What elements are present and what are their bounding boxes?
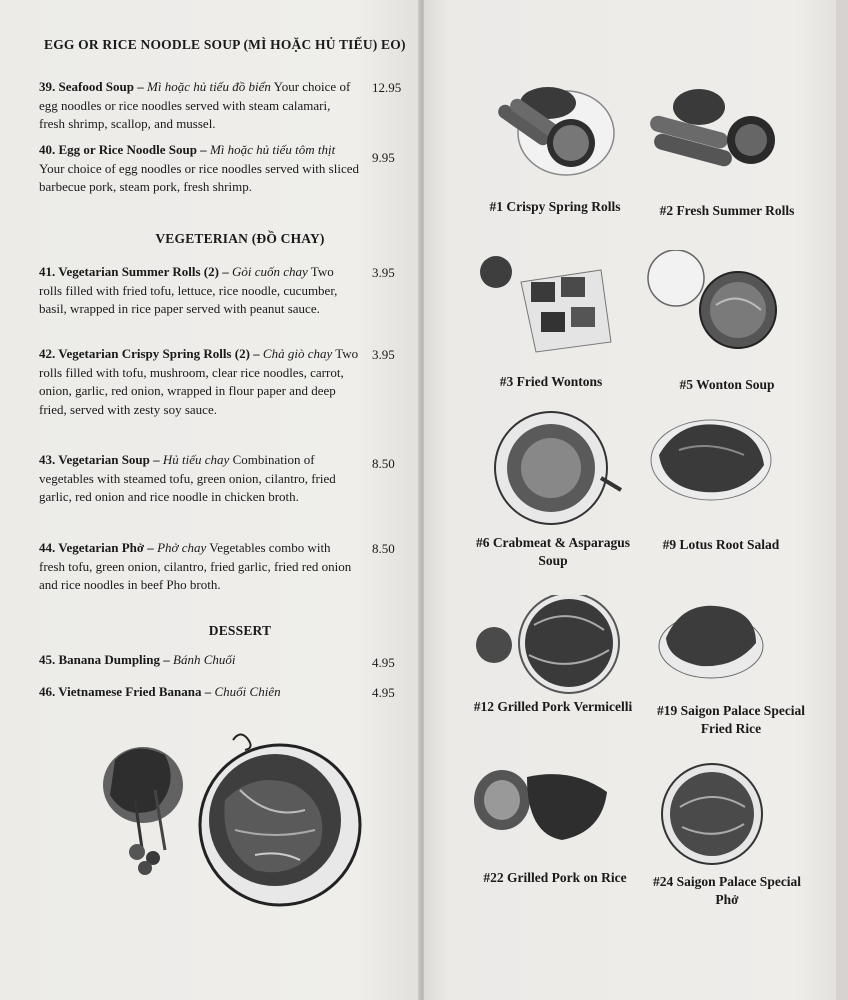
price-44: 8.50 — [372, 541, 395, 556]
caption-12: #12 Grilled Pork Vermicelli — [473, 699, 633, 714]
photo-special-fried-rice — [656, 598, 766, 683]
caption-19: #19 Saigon Palace Special Fried Rice — [656, 703, 806, 736]
caption-6: #6 Crabmeat & Asparagus Soup — [475, 535, 631, 568]
photo-grilled-pork-on-rice — [472, 762, 612, 847]
menu-item-46: 46. Vietnamese Fried Banana – Chuối Chiên — [39, 684, 281, 699]
heading-noodle-soup: EGG OR RICE NOODLE SOUP (MÌ HOẶC HỦ TIẾU) EO) — [44, 37, 406, 52]
price-46: 4.95 — [372, 685, 395, 700]
menu-page-left — [0, 0, 420, 1000]
heading-vegetarian: VEGETERIAN (ĐỒ CHAY) — [155, 231, 325, 246]
caption-1: #1 Crispy Spring Rolls — [489, 199, 621, 214]
menu-item-40: 40. Egg or Rice Noodle Soup – Mì hoặc hủ tiếu tôm thịt Your choice of egg noodles or rice noodles served with sliced barbecue pork, steam pork, fresh shrimp. — [39, 142, 359, 194]
menu-item-42: 42. Vegetarian Crispy Spring Rolls (2) – Chả giò chay Two rolls filled with tofu, mushroom, clear rice noodles, carrot, onion, garlic, red onion, wrapped in flour paper and deep fried, served with zesty soy sauce. — [39, 346, 359, 417]
photo-fresh-summer-rolls — [639, 82, 779, 192]
page-edge — [836, 0, 848, 1000]
caption-24: #24 Saigon Palace Special Phở — [652, 874, 802, 907]
price-42: 3.95 — [372, 347, 395, 362]
heading-dessert: DESSERT — [208, 623, 272, 638]
menu-page-right — [424, 0, 836, 1000]
price-39: 12.95 — [372, 80, 402, 95]
photo-grilled-pork-vermicelli — [474, 595, 624, 695]
caption-9: #9 Lotus Root Salad — [662, 537, 780, 552]
photo-wonton-soup — [646, 250, 786, 360]
menu-item-45: 45. Banana Dumpling – Bánh Chuối — [39, 652, 236, 667]
photo-lotus-root-salad — [649, 410, 779, 510]
photo-fried-wontons — [476, 252, 616, 362]
price-43: 8.50 — [372, 456, 395, 471]
caption-2: #2 Fresh Summer Rolls — [659, 203, 795, 218]
menu-item-39: 39. Seafood Soup – Mì hoặc hủ tiếu đồ biển Your choice of egg noodles or rice noodles served with steam calamari, fresh shrimp, scallop, and mussel. — [39, 79, 351, 131]
caption-3: #3 Fried Wontons — [499, 374, 603, 389]
pho-bowl-photo — [95, 730, 365, 920]
price-40: 9.95 — [372, 150, 395, 165]
caption-5: #5 Wonton Soup — [679, 377, 775, 392]
caption-22: #22 Grilled Pork on Rice — [483, 870, 627, 885]
photo-crabmeat-soup — [486, 408, 626, 528]
menu-item-41: 41. Vegetarian Summer Rolls (2) – Gỏi cuốn chay Two rolls filled with fried tofu, lettuce, rice noodle, cucumber, basil, wrapped in rice paper served with peanut sauce. — [39, 264, 338, 316]
photo-crispy-spring-rolls — [486, 78, 616, 188]
menu-item-44: 44. Vegetarian Phở – Phở chay Vegetables combo with fresh tofu, green onion, cilantro, fried garlic, fried red onion and rice noodles in beef Pho broth. — [39, 540, 352, 592]
price-45: 4.95 — [372, 655, 395, 670]
photo-special-pho — [660, 762, 765, 867]
menu-item-43: 43. Vegetarian Soup – Hủ tiếu chay Combination of vegetables with steamed tofu, green onion, cilantro, fried garlic, red onion and rice noodle in chicken broth. — [39, 452, 336, 504]
price-41: 3.95 — [372, 265, 395, 280]
